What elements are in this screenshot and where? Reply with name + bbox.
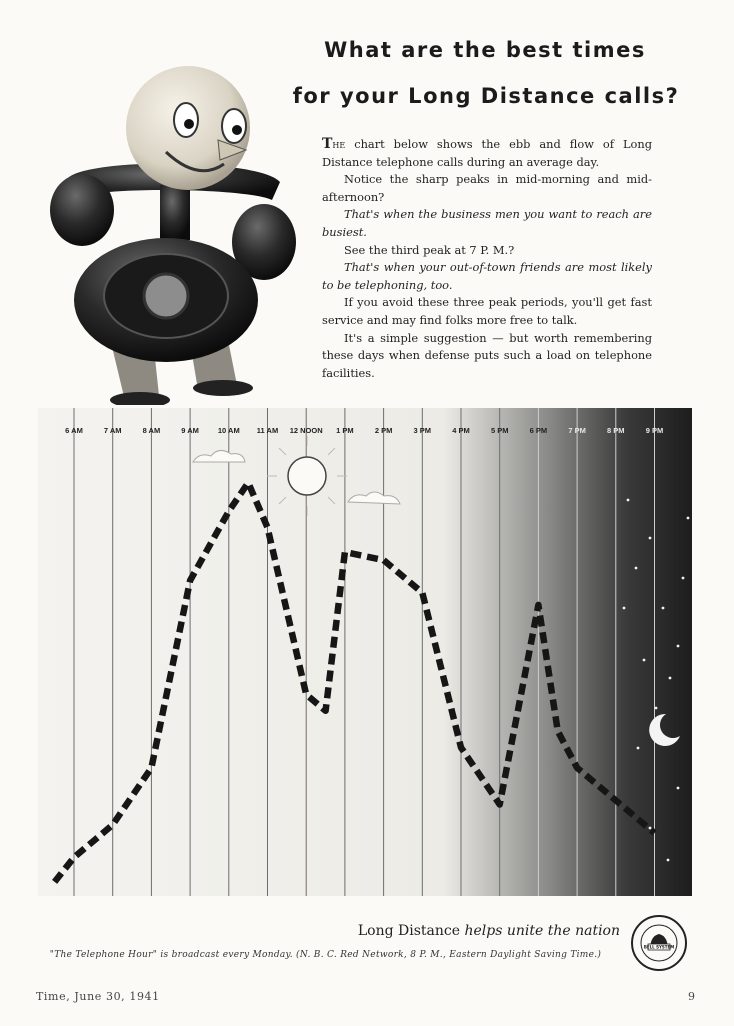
- x-tick-label: 8 PM: [607, 426, 625, 435]
- paragraph-3-italic: That's when the business men you want to reach are busiest.: [322, 207, 652, 239]
- x-tick-label: 12 NOON: [289, 426, 323, 435]
- paragraph-3: [322, 206, 652, 241]
- page-number: 9: [688, 990, 695, 1003]
- star-icon: [637, 747, 640, 750]
- bell-system-seal-icon: [630, 914, 688, 972]
- paragraph-1-text: chart below shows the ebb and flow of Long Distance telephone calls during an average day.: [322, 137, 652, 169]
- x-tick-label: 1 PM: [336, 426, 354, 435]
- star-icon: [662, 607, 665, 610]
- x-tick-label: 11 AM: [256, 426, 279, 435]
- paragraph-4: See the third peak at 7 P. M.?: [344, 242, 515, 257]
- paragraph-5: [322, 259, 652, 294]
- x-tick-label: 7 PM: [568, 426, 586, 435]
- headline-line-2: for your Long Distance calls?: [292, 84, 680, 108]
- paragraph-5-italic: That's when your out-of-town friends are most likely to be telephoning, too.: [322, 260, 652, 292]
- x-tick-label: 3 PM: [413, 426, 432, 435]
- footer-tagline: [320, 923, 620, 939]
- star-icon: [643, 659, 646, 662]
- chart-background: [38, 408, 692, 896]
- seal-label: BELL SYSTEM: [643, 944, 675, 950]
- star-icon: [682, 577, 685, 580]
- star-icon: [677, 787, 680, 790]
- x-tick-label: 5 PM: [490, 426, 509, 435]
- star-icon: [649, 537, 652, 540]
- star-icon: [667, 859, 670, 862]
- star-icon: [623, 607, 626, 610]
- x-tick-label: 9 PM: [645, 426, 664, 435]
- drop-cap: T: [322, 136, 333, 152]
- x-tick-label: 2 PM: [374, 426, 393, 435]
- paragraph-2: Notice the sharp peaks in mid-morning and mid-afternoon?: [322, 172, 652, 204]
- star-icon: [669, 677, 672, 680]
- star-icon: [687, 517, 690, 520]
- magazine-credit: Time, June 30, 1941: [36, 990, 160, 1003]
- headline-line-1: What are the best times: [324, 38, 646, 62]
- star-icon: [655, 707, 658, 710]
- broadcast-note: "The Telephone Hour" is broadcast every Monday. (N. B. C. Red Network, 8 P. M., Eastern Daylight Saving Time.): [49, 950, 602, 960]
- x-tick-label: 8 AM: [142, 426, 161, 435]
- star-icon: [635, 567, 638, 570]
- small-caps-run: he: [332, 137, 346, 151]
- x-tick-label: 9 AM: [181, 426, 199, 435]
- x-tick-label: 4 PM: [452, 426, 470, 435]
- telephone-mascot-illustration: [48, 60, 308, 405]
- paragraph-7: It's a simple suggestion — but worth remembering these days when defense puts such a load on telephone facilities.: [322, 330, 652, 380]
- body-copy: [322, 136, 652, 382]
- x-tick-label: 6 AM: [65, 426, 83, 435]
- tagline-italic: helps unite the nation: [464, 923, 620, 939]
- tagline-plain: Long Distance: [357, 923, 465, 939]
- star-icon: [649, 827, 652, 830]
- paragraph-6: If you avoid these three peak periods, you'll get fast service and may find folks more free to talk.: [322, 295, 652, 327]
- x-tick-label: 7 AM: [103, 426, 122, 435]
- call-volume-chart: [38, 408, 692, 896]
- star-icon: [627, 499, 630, 502]
- x-tick-label: 6 PM: [529, 426, 548, 435]
- star-icon: [677, 645, 680, 648]
- x-tick-label: 10 AM: [217, 426, 240, 435]
